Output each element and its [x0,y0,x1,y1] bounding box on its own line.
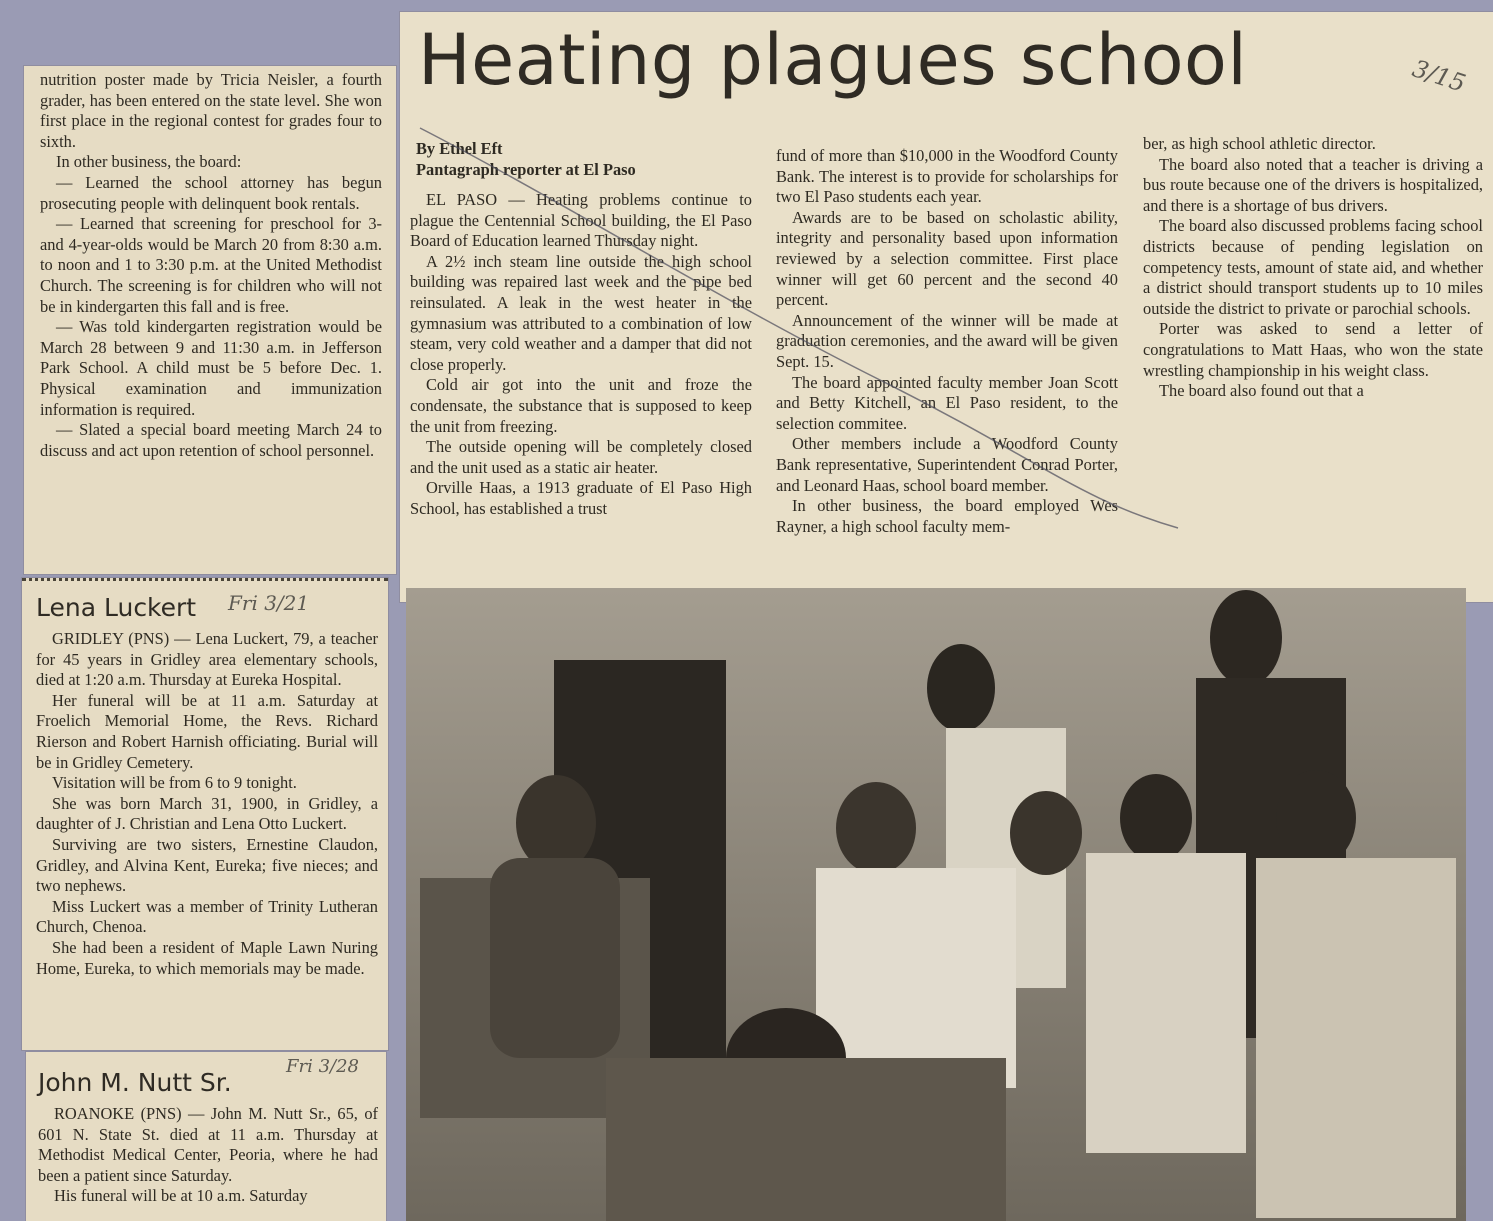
article-para: Other members include a Woodford County Bank representative, Superintendent Conrad Porter, and Leonard Haas, school board member. [776,434,1118,495]
obit-2-title: John M. Nutt Sr. [38,1068,232,1097]
obit-2-note: Fri 3/28 [286,1056,359,1077]
left-column-text [40,70,382,570]
obit-1-para: Surviving are two sisters, Ernestine Claudon, Gridley, and Alvina Kent, Eureka; five nieces; and two nephews. [36,834,378,896]
article-para: The board also noted that a teacher is driving a bus route because one of the drivers is hospitalized, and there is a shortage of bus drivers. [1143,154,1483,215]
obit-1-para: Her funeral will be at 11 a.m. Saturday at Froelich Memorial Home, the Revs. Richard Rierson and Robert Harnish officiating. Burial will be in Gridley Cemetery. [36,690,378,772]
article-para: A 2½ inch steam line outside the high school building was repaired last week and the pipe bed reinsulated. A leak in the west heater in the gymnasium was attributed to a combination of low steam, very cold weather and a damper that did not close properly. [410,251,752,374]
article-column-3 [1143,134,1483,486]
obit-1-note: Fri 3/21 [228,591,310,615]
photo-image [406,588,1466,1221]
article-column-1 [410,190,752,582]
obit-1-para: She was born March 31, 1900, in Gridley, a daughter of J. Christian and Lena Otto Luckert. [36,793,378,834]
article-column-2 [776,146,1118,594]
headline: Heating plagues school [418,19,1248,101]
obituary-lena-luckert [22,578,388,1050]
byline-author: By Ethel Eft [416,139,503,158]
byline [416,138,636,180]
obit-1-text [36,629,378,1049]
obit-2-para: ROANOKE (PNS) — John M. Nutt Sr., 65, of 601 N. State St. died at 11 a.m. Thursday at Methodist Medical Center, Peoria, where he had been a patient since Saturday. [38,1104,378,1185]
article-para: EL PASO — Heating problems continue to plague the Centennial School building, the El Paso Board of Education learned Thursday night. [410,190,752,251]
article-para: The board also discussed problems facing school districts because of pending legislation on competency tests, amount of state aid, and whether a district should transport students up to 10 miles outside the district to private or parochial schools. [1143,216,1483,318]
article-para: fund of more than $10,000 in the Woodford County Bank. The interest is to provide for scholarships for two El Paso students each year. [776,146,1118,207]
date-note-top: 3/15 [1408,54,1469,98]
article-para: In other business, the board employed Wes Rayner, a high school faculty mem- [776,496,1118,536]
left-para: — Learned that screening for preschool for 3- and 4-year-olds would be March 20 from 8:30 a.m. to noon and 1 to 3:30 p.m. at the United Methodist Church. The screening is for children who will not be in kindergarten this fall and is free. [40,214,382,316]
obit-2-text [38,1104,378,1221]
left-column-clipping [24,66,396,574]
left-para: — Was told kindergarten registration would be March 28 between 9 and 11:30 a.m. in Jefferson Park School. A child must be 5 before Dec. 1. Physical examination and immunization information is required. [40,317,382,419]
article-para: Cold air got into the unit and froze the condensate, the substance that is supposed to keep the unit from freezing. [410,375,752,436]
obit-1-title: Lena Luckert [36,593,197,622]
obit-1-para: She had been a resident of Maple Lawn Nuring Home, Eureka, to which memorials may be made. [36,937,378,978]
obit-1-para: GRIDLEY (PNS) — Lena Luckert, 79, a teacher for 45 years in Gridley area elementary schools, died at 1:20 a.m. Thursday at Eureka Hospital. [36,629,378,690]
obit-1-para: Visitation will be from 6 to 9 tonight. [52,773,297,793]
left-para: — Learned the school attorney has begun prosecuting people with delinquent book rentals. [40,172,382,213]
article-para: The board also found out that a [1159,381,1364,401]
article-para: ber, as high school athletic director. [1143,134,1376,153]
left-para: In other business, the board: [56,152,242,172]
left-para: — Slated a special board meeting March 24 to discuss and act upon retention of school personnel. [40,420,382,460]
article-para: Orville Haas, a 1913 graduate of El Paso High School, has established a trust [410,478,752,518]
left-para: nutrition poster made by Tricia Neisler, a fourth grader, has been entered on the state level. She won first place in the regional contest for grades four to sixth. [40,70,382,151]
byline-title: Pantagraph reporter at El Paso [416,160,636,179]
obit-1-para: Miss Luckert was a member of Trinity Lutheran Church, Chenoa. [36,896,378,937]
article-para: Porter was asked to send a letter of congratulations to Matt Haas, who won the state wrestling championship in his weight class. [1143,319,1483,380]
group-photo [406,588,1466,1221]
article-para: Announcement of the winner will be made at graduation ceremonies, and the award will be given Sept. 15. [776,310,1118,371]
article-para: The board appointed faculty member Joan Scott and Betty Kitchell, an El Paso resident, to the selection commitee. [776,372,1118,433]
article-para: Awards are to be based on scholastic ability, integrity and personality based upon information reviewed by a selection committee. First place winner will get 60 percent and the second 40 percent. [776,207,1118,310]
obituary-john-nutt [26,1052,386,1221]
article-para: The outside opening will be completely closed and the unit used as a static air heater. [410,437,752,477]
obit-2-para: His funeral will be at 10 a.m. Saturday [54,1186,308,1206]
